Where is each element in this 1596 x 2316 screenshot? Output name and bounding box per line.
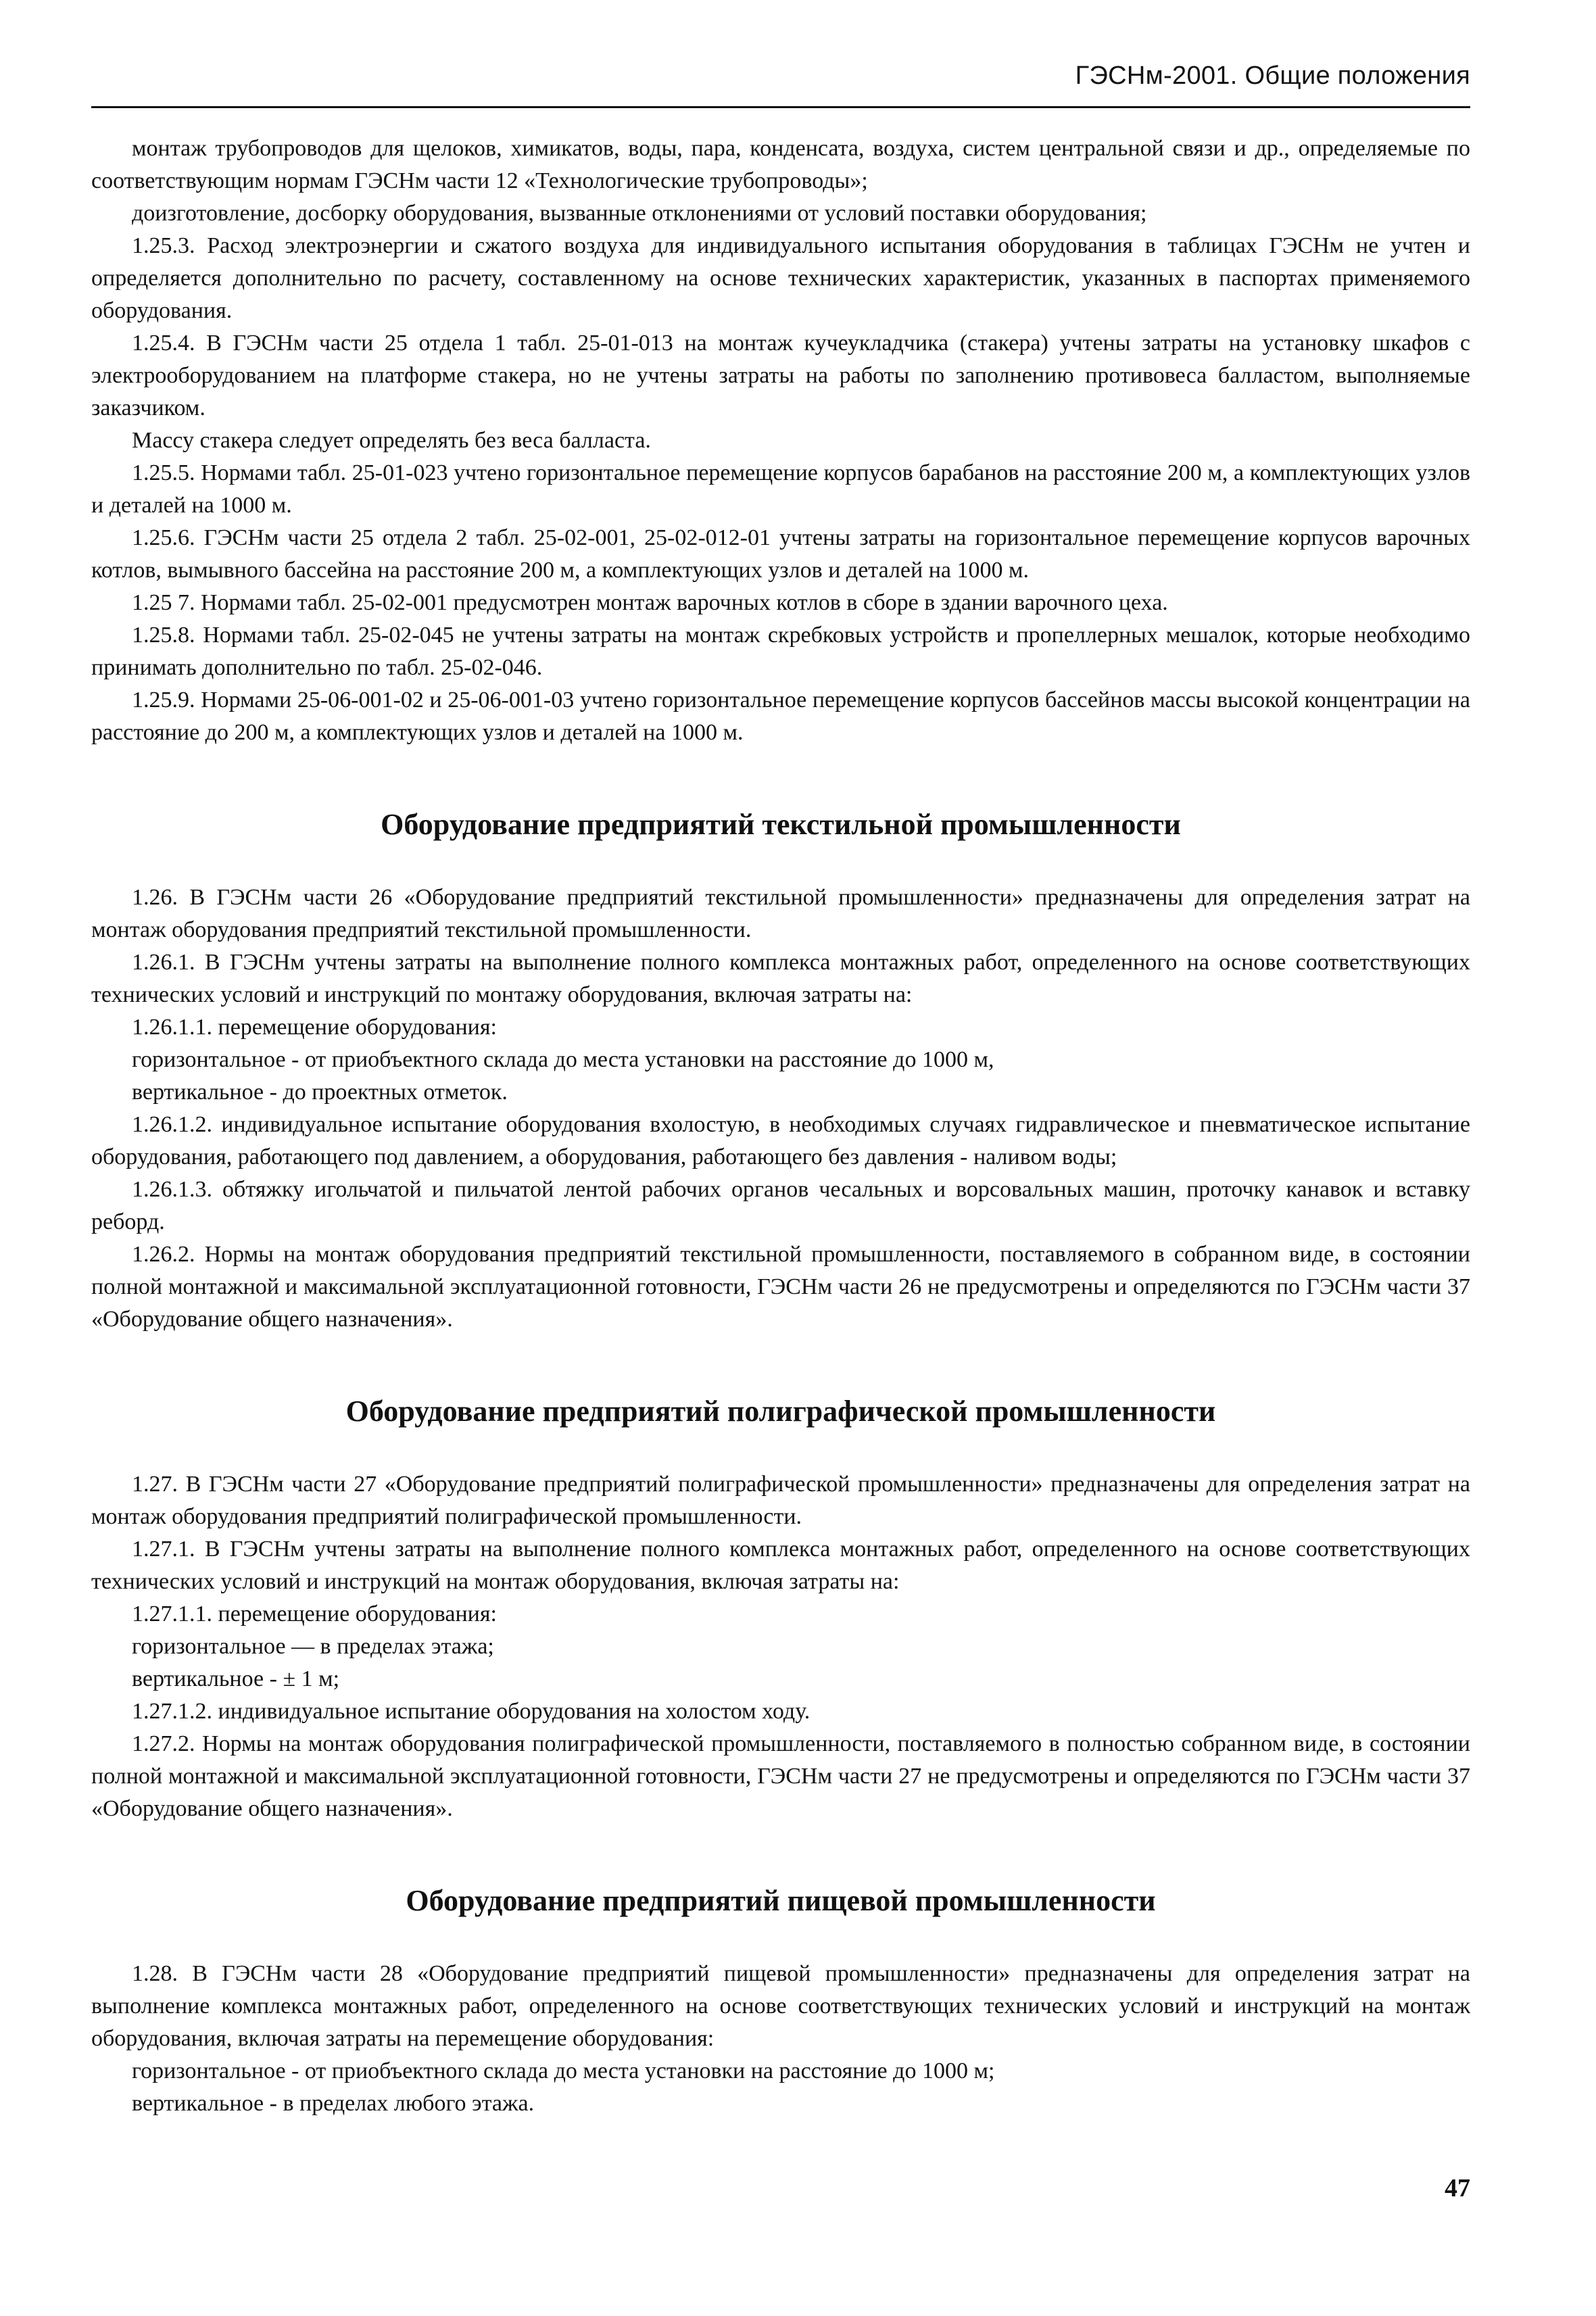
paragraph: 1.25.3. Расход электроэнергии и сжатого воздуха для индивидуального испытания оборудования в таблицах ГЭСНм не учтен и определяется дополнительно по расчету, составленному на основе технических характеристик, указанных в паспортах применяемого оборудования. <box>91 233 1470 323</box>
paragraph: 1.25.5. Нормами табл. 25-01-023 учтено горизонтальное перемещение корпусов барабанов на расстояние 200 м, а комплектующих узлов и деталей на 1000 м. <box>91 460 1470 518</box>
paragraph: вертикальное - до проектных отметок. <box>132 1080 508 1105</box>
paragraph: 1.27.2. Нормы на монтаж оборудования полиграфической промышленности, поставляемого в полностью собранном виде, в состоянии полной монтажной и максимальной эксплуатационной готовности, ГЭСНм части 27 не предусмотрены и определяются по ГЭСНм части 37 «Оборудование общего назначения». <box>91 1731 1470 1821</box>
paragraph: 1.27.1. В ГЭСНм учтены затраты на выполнение полного комплекса монтажных работ, определенного на основе соответствующих технических условий и инструкций на монтаж оборудования, включая затраты на: <box>91 1537 1470 1594</box>
paragraph: 1.25.6. ГЭСНм части 25 отдела 2 табл. 25-02-001, 25-02-012-01 учтены затраты на горизонтальное перемещение корпусов варочных котлов, вымывного бассейна на расстояние 200 м, а комплектующих узлов и деталей на 1000 м. <box>91 525 1470 583</box>
page-number: 47 <box>1445 2174 1470 2202</box>
paragraph: 1.26. В ГЭСНм части 26 «Оборудование предприятий текстильной промышленности» предназначены для определения затрат на монтаж оборудования предприятий текстильной промышленности. <box>91 885 1470 942</box>
section-heading: Оборудование предприятий текстильной промышленности <box>381 808 1181 841</box>
paragraph: вертикальное - в пределах любого этажа. <box>132 2091 535 2116</box>
paragraph: 1.25.4. В ГЭСНм части 25 отдела 1 табл. 25-01-013 на монтаж кучеукладчика (стакера) учтены затраты на установку шкафов с электрооборудованием на платформе стакера, но не учтены затраты на работы по заполнению противовеса балластом, выполняемые заказчиком. <box>91 331 1470 420</box>
paragraph: 1.27. В ГЭСНм части 27 «Оборудование предприятий полиграфической промышленности» предназначены для определения затрат на монтаж оборудования предприятий полиграфической промышленности. <box>91 1472 1470 1529</box>
paragraph: 1.25 7. Нормами табл. 25-02-001 предусмотрен монтаж варочных котлов в сборе в здании варочного цеха. <box>132 590 1168 615</box>
paragraph: 1.25.9. Нормами 25-06-001-02 и 25-06-001-03 учтено горизонтальное перемещение корпусов бассейнов массы высокой концентрации на расстояние до 200 м, а комплектующих узлов и деталей на 1000 м. <box>91 687 1470 745</box>
paragraph: вертикальное - ± 1 м; <box>132 1666 340 1691</box>
section-food <box>91 1882 1470 2120</box>
paragraph: 1.26.1.3. обтяжку игольчатой и пильчатой лентой рабочих органов чесальных и ворсовальных машин, проточку канавок и вставку реборд. <box>91 1177 1470 1234</box>
section-textile <box>91 806 1470 1336</box>
paragraph: горизонтальное - от приобъектного склада до места установки на расстояние до 1000 м, <box>132 1047 994 1072</box>
paragraph: 1.26.1. В ГЭСНм учтены затраты на выполнение полного комплекса монтажных работ, определенного на основе соответствующих технических условий и инструкций по монтажу оборудования, включая затраты на: <box>91 950 1470 1007</box>
paragraph: горизонтальное — в пределах этажа; <box>132 1634 494 1659</box>
paragraph: 1.25.8. Нормами табл. 25-02-045 не учтены затраты на монтаж скребковых устройств и пропеллерных мешалок, которые необходимо принимать дополнительно по табл. 25-02-046. <box>91 623 1470 680</box>
intro-block <box>91 132 1470 749</box>
section-printing <box>91 1393 1470 1825</box>
paragraph: монтаж трубопроводов для щелоков, химикатов, воды, пара, конденсата, воздуха, систем центральной связи и др., определяемые по соответствующим нормам ГЭСНм части 12 «Технологические трубопроводы»; <box>91 136 1470 193</box>
paragraph: 1.28. В ГЭСНм части 28 «Оборудование предприятий пищевой промышленности» предназначены для определения затрат на выполнение комплекса монтажных работ, определенного на основе соответствующих технических условий и инструкций на монтаж оборудования, включая затраты на перемещение оборудования: <box>91 1961 1470 2051</box>
body-text <box>91 132 1470 2120</box>
paragraph: доизготовление, досборку оборудования, вызванные отклонениями от условий поставки оборудования; <box>132 201 1147 226</box>
paragraph: 1.26.1.1. перемещение оборудования: <box>132 1015 497 1040</box>
header-rule <box>91 106 1470 108</box>
paragraph: 1.26.1.2. индивидуальное испытание оборудования вхолостую, в необходимых случаях гидравлическое и пневматическое испытание оборудования, работающего под давлением, а оборудования, работающего без давления - наливом воды; <box>91 1112 1470 1169</box>
section-heading: Оборудование предприятий пищевой промышленности <box>406 1884 1156 1917</box>
paragraph: Массу стакера следует определять без веса балласта. <box>132 428 651 453</box>
section-heading: Оборудование предприятий полиграфической промышленности <box>345 1395 1216 1428</box>
paragraph: 1.26.2. Нормы на монтаж оборудования предприятий текстильной промышленности, поставляемого в собранном виде, в состоянии полной монтажной и максимальной эксплуатационной готовности, ГЭСНм части 26 не предусмотрены и определяются по ГЭСНм части 37 «Оборудование общего назначения». <box>91 1242 1470 1332</box>
running-header: ГЭСНм-2001. Общие положения <box>1075 62 1470 90</box>
paragraph: 1.27.1.1. перемещение оборудования: <box>132 1601 497 1626</box>
paragraph: горизонтальное - от приобъектного склада до места установки на расстояние до 1000 м; <box>132 2058 995 2083</box>
paragraph: 1.27.1.2. индивидуальное испытание оборудования на холостом ходу. <box>132 1699 811 1724</box>
